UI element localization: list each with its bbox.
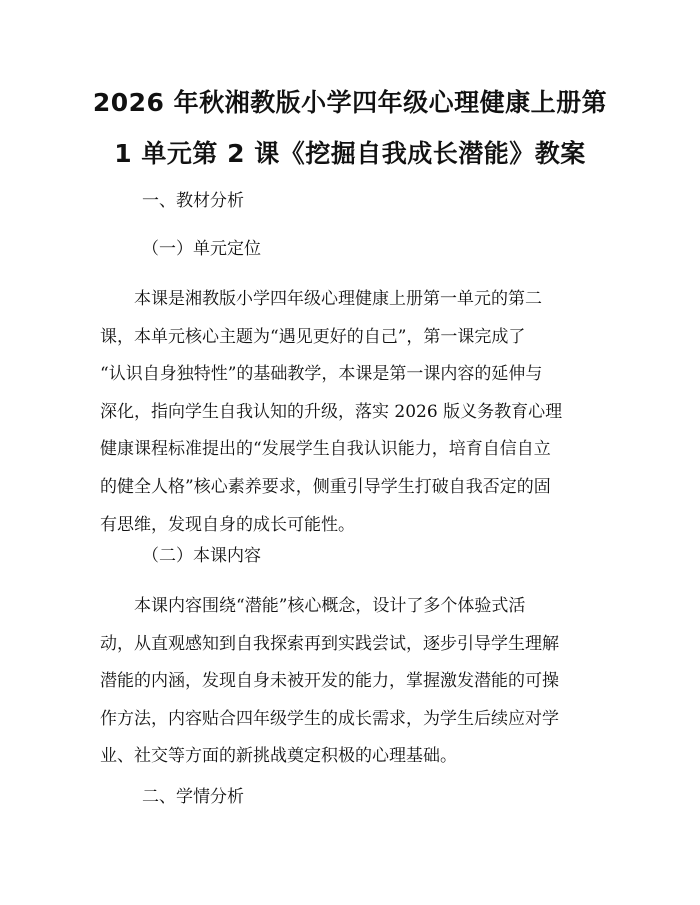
paragraph-line: 本课内容围绕“潜能”核心概念，设计了多个体验式活 — [100, 596, 526, 616]
subsection-heading-lesson-content: （二）本课内容 — [142, 546, 261, 566]
document-title-line-2: 1 单元第 2 课《挖掘自我成长潜能》教案 — [114, 139, 586, 168]
paragraph-line: “认识自身独特性”的基础教学，本课是第一课内容的延伸与 — [100, 364, 543, 385]
paragraph-line: 深化，指向学生自我认知的升级，落实 2026 版义务教育心理 — [100, 401, 563, 422]
paragraph-line: 本课是湘教版小学四年级心理健康上册第一单元的第二 — [100, 289, 542, 309]
paragraph-line: 业、社交等方面的新挑战奠定积极的心理基础。 — [100, 746, 457, 767]
subsection-heading-unit-position: （一）单元定位 — [142, 239, 261, 259]
paragraph-line: 的健全人格”核心素养要求，侧重引导学生打破自我否定的固 — [100, 476, 551, 497]
paragraph-line: 有思维，发现自身的成长可能性。 — [100, 514, 355, 535]
section-heading-textbook-analysis: 一、教材分析 — [142, 191, 244, 211]
paragraph-line: 健康课程标准提出的“发展学生自我认识能力，培育自信自立 — [100, 439, 551, 460]
paragraph-line: 潜能的内涵，发现自身未被开发的能力，掌握激发潜能的可操 — [100, 671, 559, 692]
paragraph-lesson-content — [100, 588, 600, 776]
paragraph-line: 动，从直观感知到自我探索再到实践尝试，逐步引导学生理解 — [100, 633, 559, 654]
paragraph-unit-position — [100, 281, 600, 544]
paragraph-line: 课，本单元核心主题为“遇见更好的自己”，第一课完成了 — [100, 326, 526, 347]
paragraph-line: 作方法，内容贴合四年级学生的成长需求，为学生后续应对学 — [100, 708, 559, 729]
document-title-line-1: 2026 年秋湘教版小学四年级心理健康上册第 — [92, 88, 608, 117]
section-heading-learner-analysis: 二、学情分析 — [142, 787, 244, 807]
